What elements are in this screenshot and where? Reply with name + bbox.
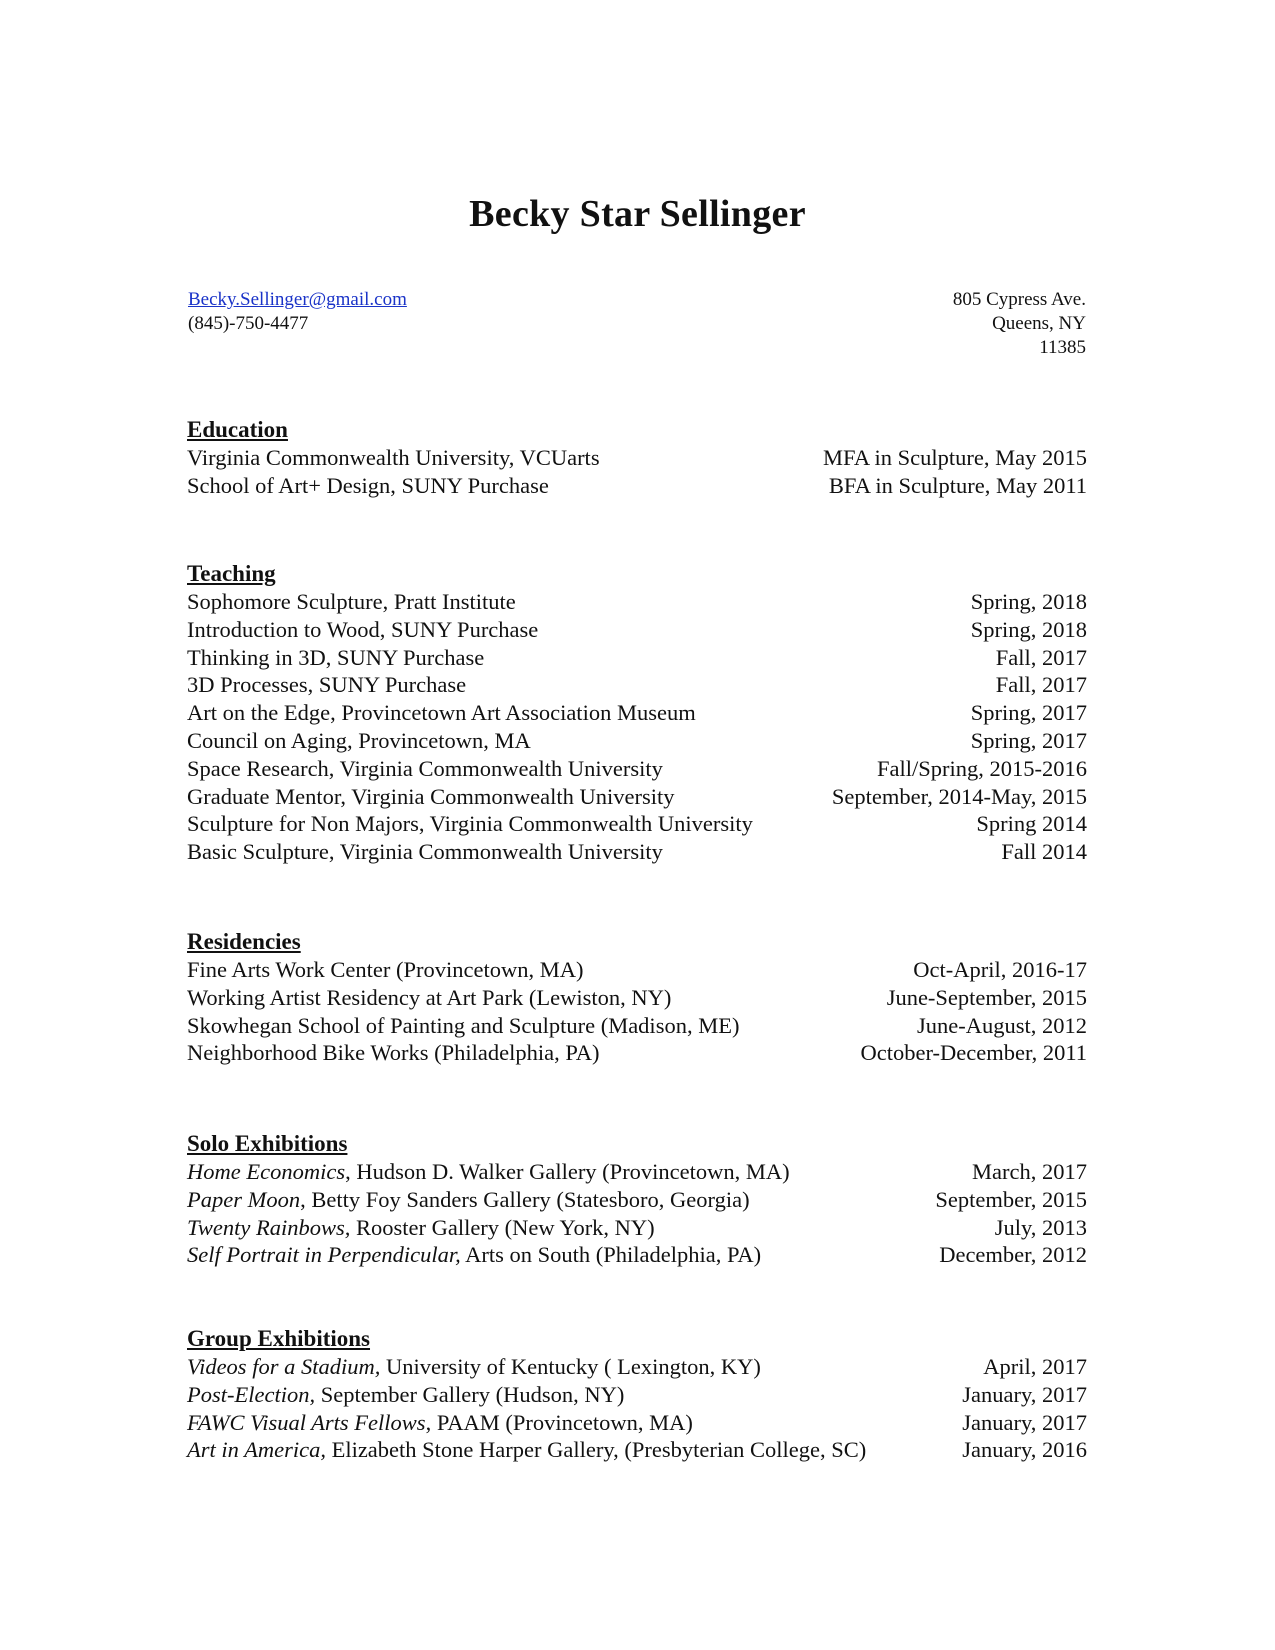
item-text: Fine Arts Work Center (Provincetown, MA) (187, 957, 584, 982)
item-text (187, 1241, 761, 1269)
residencies-section (187, 928, 1087, 1067)
item-date: Spring, 2018 (970, 616, 1087, 642)
list-item (187, 783, 1087, 811)
list-item (187, 755, 1087, 783)
list-item (187, 1012, 1087, 1040)
section-heading: Solo Exhibitions (187, 1131, 348, 1156)
item-date: Spring, 2017 (970, 700, 1087, 726)
item-date: July, 2013 (994, 1214, 1087, 1240)
exhibition-venue: September Gallery (Hudson, NY) (315, 1381, 625, 1407)
list-item (187, 1241, 1087, 1269)
item-text: Basic Sculpture, Virginia Commonwealth University (187, 839, 663, 865)
item-date: January, 2017 (962, 1381, 1087, 1407)
solo-exhibitions-section (187, 1130, 1087, 1269)
item-text: Skowhegan School of Painting and Sculpture (Madison, ME) (187, 1012, 740, 1038)
list-item (187, 588, 1087, 616)
item-date: January, 2017 (962, 1409, 1087, 1435)
item-text: Working Artist Residency at Art Park (Lewiston, NY) (187, 984, 672, 1010)
item-text (187, 1436, 866, 1464)
address-city: Queens, NY (992, 313, 1086, 334)
exhibition-title: Twenty Rainbows, (187, 1214, 351, 1240)
item-text (187, 1214, 655, 1242)
item-text (187, 1186, 750, 1214)
exhibition-venue: Rooster Gallery (New York, NY) (350, 1214, 655, 1240)
exhibition-venue: Elizabeth Stone Harper Gallery, (Presbyterian College, SC) (325, 1437, 867, 1463)
item-text: 3D Processes, SUNY Purchase (187, 672, 467, 698)
address (953, 288, 1086, 360)
item-text (187, 1409, 693, 1437)
list-item (187, 472, 1087, 500)
exhibition-title: Paper Moon (187, 1186, 301, 1212)
exhibition-title: FAWC Visual Arts Fellows (187, 1409, 426, 1435)
list-item (187, 1186, 1087, 1214)
item-date: Spring 2014 (976, 811, 1087, 837)
list-item (187, 671, 1087, 699)
item-date: BFA in Sculpture, May 2011 (828, 472, 1087, 498)
exhibition-venue: University of Kentucky ( Lexington, KY) (380, 1354, 761, 1379)
item-text: School of Art+ Design, SUNY Purchase (187, 472, 549, 498)
item-date: January, 2016 (962, 1437, 1087, 1463)
list-item (187, 838, 1087, 866)
item-date: June-August, 2012 (917, 1012, 1087, 1038)
exhibition-venue: , PAAM (Provincetown, MA) (425, 1409, 693, 1435)
contact-left (188, 288, 407, 336)
exhibition-title: Post-Election, (187, 1381, 316, 1407)
item-date: September, 2014-May, 2015 (831, 783, 1087, 809)
education-section (187, 416, 1087, 500)
item-text: Sophomore Sculpture, Pratt Institute (187, 589, 516, 614)
item-text: Neighborhood Bike Works (Philadelphia, PA) (187, 1040, 600, 1066)
list-item (187, 1436, 1087, 1464)
item-text (187, 1353, 761, 1381)
list-item (187, 727, 1087, 755)
list-item (187, 810, 1087, 838)
item-date: Fall/Spring, 2015-2016 (876, 755, 1087, 781)
group-exhibitions-section (187, 1325, 1087, 1464)
list-item (187, 1158, 1087, 1186)
list-item (187, 444, 1087, 472)
exhibition-venue: , Betty Foy Sanders Gallery (Statesboro, Georgia) (300, 1186, 750, 1212)
list-item (187, 956, 1087, 984)
item-text: Art on the Edge, Provincetown Art Association Museum (187, 700, 696, 726)
address-zip: 11385 (1039, 337, 1086, 358)
section-heading: Education (187, 417, 288, 442)
exhibition-venue: , Hudson D. Walker Gallery (Provincetown, MA) (345, 1159, 790, 1184)
exhibition-title: Self Portrait in Perpendicular, (187, 1242, 461, 1268)
item-date: September, 2015 (935, 1186, 1087, 1212)
item-text (187, 1158, 790, 1186)
item-text: Graduate Mentor, Virginia Commonwealth University (187, 783, 675, 809)
item-text (187, 1381, 624, 1409)
item-date: March, 2017 (972, 1159, 1087, 1184)
item-date: October-December, 2011 (860, 1040, 1087, 1066)
list-item (187, 699, 1087, 727)
list-item (187, 984, 1087, 1012)
list-item (187, 1409, 1087, 1437)
item-text: Introduction to Wood, SUNY Purchase (187, 616, 539, 642)
list-item (187, 1039, 1087, 1067)
address-street: 805 Cypress Ave. (952, 289, 1086, 310)
exhibition-title: Home Economics (187, 1159, 346, 1184)
exhibition-title: Videos for a Stadium, (187, 1354, 381, 1379)
exhibition-title: Art in America, (187, 1437, 326, 1463)
item-date: Fall, 2017 (995, 644, 1087, 670)
item-date: Spring, 2017 (970, 727, 1087, 753)
item-date: Fall 2014 (1001, 839, 1087, 865)
list-item (187, 1381, 1087, 1409)
item-date: Fall, 2017 (995, 672, 1087, 698)
item-text: Council on Aging, Provincetown, MA (187, 727, 531, 753)
item-text: Virginia Commonwealth University, VCUarts (187, 445, 600, 470)
item-date: June-September, 2015 (886, 984, 1087, 1010)
item-text: Sculpture for Non Majors, Virginia Commonwealth University (187, 811, 753, 837)
list-item (187, 1214, 1087, 1242)
section-heading: Group Exhibitions (187, 1326, 371, 1351)
item-text: Space Research, Virginia Commonwealth University (187, 755, 663, 781)
exhibition-venue: Arts on South (Philadelphia, PA) (460, 1242, 762, 1268)
section-heading: Residencies (187, 929, 301, 954)
item-date: MFA in Sculpture, May 2015 (823, 445, 1087, 470)
item-date: April, 2017 (983, 1354, 1087, 1379)
phone: (845)-750-4477 (188, 313, 309, 334)
list-item (187, 644, 1087, 672)
item-date: Oct-April, 2016-17 (913, 957, 1087, 982)
email-link[interactable]: Becky.Sellinger@gmail.com (188, 289, 407, 310)
item-date: Spring, 2018 (970, 589, 1087, 614)
item-text: Thinking in 3D, SUNY Purchase (187, 644, 485, 670)
resume-name: Becky Star Sellinger (469, 193, 806, 235)
section-heading: Teaching (187, 561, 276, 586)
list-item (187, 616, 1087, 644)
list-item (187, 1353, 1087, 1381)
teaching-section (187, 560, 1087, 866)
item-date: December, 2012 (939, 1242, 1087, 1268)
